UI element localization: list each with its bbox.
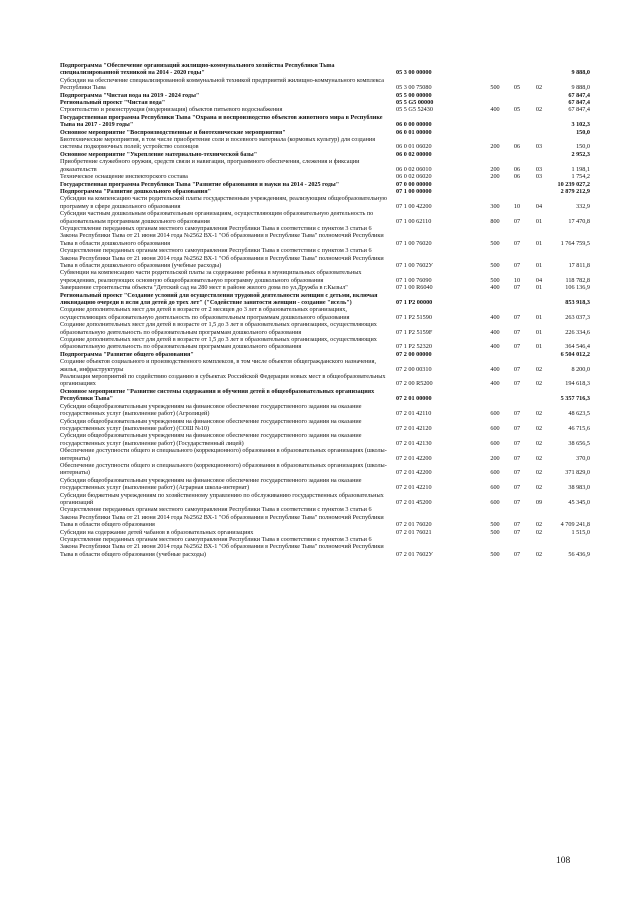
table-row (60, 358, 590, 373)
row-section: 07 (513, 365, 521, 373)
row-target-code: 07 2 01 42110 (396, 410, 432, 418)
row-target-code: 07 2 01 76021 (396, 528, 432, 536)
row-expense-type: 400 (490, 313, 500, 321)
table-row (60, 403, 590, 418)
row-target-code: 05 5 00 00000 (396, 91, 432, 99)
row-expense-type: 600 (490, 424, 500, 432)
row-subsection: 02 (535, 410, 543, 418)
row-description: Государственная программа Республики Тыва "Охрана и воспроизводство объектов животного мира в Республике Тыва на 2017 - 2019 годы" (60, 113, 383, 129)
row-target-code: 07 2 01 42120 (396, 424, 432, 432)
row-subsection: 02 (535, 484, 543, 492)
row-amount: 4 709 241,8 (560, 521, 590, 529)
row-section: 07 (513, 328, 521, 336)
row-description: Обеспечение доступности общего и специального (коррекционного) образования в образовательных организациях (школы-интернаты) (60, 461, 387, 477)
row-amount: 5 357 716,3 (560, 395, 590, 403)
row-expense-type: 400 (490, 328, 500, 336)
row-amount: 56 436,9 (568, 550, 590, 558)
row-target-code: 06 0 01 00000 (396, 128, 432, 136)
row-target-code: 07 1 P2 00000 (396, 299, 433, 306)
row-target-code: 07 1 00 76090 (396, 276, 432, 284)
row-section: 07 (513, 454, 521, 462)
row-expense-type: 600 (490, 469, 500, 477)
table-row (60, 492, 590, 507)
row-description: Основное мероприятие "Развитие системы содержания и обучения детей в общеобразовательных организациях Республики Тыва" (60, 387, 375, 403)
row-target-code: 07 2 01 42130 (396, 439, 432, 447)
row-description: Субсидии общеобразовательным учреждениям на финансовое обеспечение государственного задания на оказание государственных услуг (выполнение работ) (Агролицей) (60, 402, 362, 418)
table-row (60, 351, 590, 358)
row-target-code: 06 0 02 00000 (396, 150, 432, 158)
row-amount: 45 345,0 (568, 498, 590, 506)
row-target-code: 06 0 01 06020 (396, 143, 432, 151)
table-row (60, 462, 590, 477)
row-description: Субсидии на обеспечение специализированной коммунальной техникой предприятий жилищно-коммунального комплекса Республики Тыва (60, 76, 384, 92)
row-target-code: 07 2 01 42210 (396, 484, 432, 492)
row-target-code: 06 0 02 06010 (396, 165, 432, 173)
row-section: 07 (513, 239, 521, 247)
row-section: 07 (513, 284, 521, 292)
row-description: Биотехнические мероприятия, в том числе приобретение соли и посевного материала (кормовых культур) для создания системы подкормочных полей; устройство солонцов (60, 136, 376, 151)
row-description: Субсидии на содержание детей чабанов в образовательных организациях (60, 528, 254, 536)
row-subsection: 02 (535, 469, 543, 477)
row-subsection: 02 (535, 521, 543, 529)
row-section: 07 (513, 439, 521, 447)
row-expense-type: 500 (490, 276, 500, 284)
row-subsection: 01 (535, 343, 543, 351)
row-section: 07 (513, 528, 521, 536)
row-section: 07 (513, 498, 521, 506)
row-section: 07 (513, 521, 521, 529)
row-expense-type: 400 (490, 106, 500, 114)
row-amount: 106 136,9 (565, 284, 590, 292)
row-description: Осуществление переданных органам местного самоуправления Республики Тыва в соответствии с пунктом 3 статьи 6 Закона Республики Тыва от 21 июня 2014 года №2562 ВХ-1 "Об образовании в Республике Тыва" полномочий Республики Тыва в области дошкольного образования (учебные расходы) (60, 247, 384, 269)
row-expense-type: 400 (490, 284, 500, 292)
table-row (60, 388, 590, 403)
row-amount: 17 811,8 (568, 261, 590, 269)
row-description: Основное мероприятие "Укрепление материально-технической базы" (60, 150, 258, 158)
row-subsection: 02 (535, 424, 543, 432)
row-description: Осуществление переданных органам местного самоуправления Республики Тыва в соответствии с пунктом 3 статьи 6 Закона Республики Тыва от 21 июня 2014 года №2562 ВХ-1 "Об образовании в Республике Тыва" полномочий Республики Тыва в области дошкольного образования (60, 224, 384, 247)
row-target-code: 05 5 G5 00000 (396, 99, 434, 107)
row-target-code: 07 1 00 R6040 (396, 284, 433, 292)
table-row (60, 181, 590, 188)
budget-table (60, 62, 590, 558)
row-section: 07 (513, 410, 521, 418)
row-subsection: 01 (535, 284, 543, 292)
row-description: Субсидии общеобразовательным учреждениям на финансовое обеспечение государственного задания на оказание государственных услуг (выполнение работ) (Аграрная школа-интернат) (60, 476, 362, 492)
row-subsection: 03 (535, 143, 543, 151)
row-amount: 10 239 027,2 (557, 180, 590, 188)
row-subsection: 02 (535, 454, 543, 462)
row-section: 07 (513, 484, 521, 492)
row-amount: 67 847,4 (568, 106, 590, 114)
row-amount: 67 847,4 (568, 91, 590, 99)
row-description: Субсидии на компенсацию части родительской платы государственным учреждениям, реализующим общеобразовательную программу в сфере дошкольного образования (60, 195, 388, 210)
row-subsection: 02 (535, 380, 543, 388)
row-target-code: 06 0 00 00000 (396, 121, 432, 129)
table-row (60, 92, 590, 99)
row-expense-type: 600 (490, 410, 500, 418)
row-amount: 150,0 (576, 143, 590, 151)
row-section: 07 (513, 424, 521, 432)
row-amount: 226 334,6 (565, 328, 590, 336)
row-amount: 2 879 212,9 (560, 187, 590, 195)
row-section: 07 (513, 343, 521, 351)
row-expense-type: 400 (490, 343, 500, 351)
row-subsection: 02 (535, 84, 543, 92)
row-description: Субсидии бюджетным учреждениям по хозяйственному управлению по обслуживанию государственных образовательных организаций (60, 491, 384, 506)
row-section: 07 (513, 261, 521, 269)
row-target-code: 05 3 00 00000 (396, 69, 432, 77)
row-subsection: 02 (535, 106, 543, 114)
row-amount: 38 656,5 (568, 439, 590, 447)
row-target-code: 07 2 01 00000 (396, 395, 432, 403)
row-target-code: 07 2 01 42200 (396, 469, 432, 477)
table-row (60, 247, 590, 269)
row-description: Создание дополнительных мест для детей в возрасте от 1,5 до 3 лет в образовательных организациях, осуществляющих образовательную деятельность по образовательным программам дошкольного образования (60, 336, 377, 351)
row-target-code: 07 1 P2 52320 (396, 343, 432, 351)
row-target-code: 07 2 01 76020 (396, 521, 432, 529)
row-target-code: 07 1 00 62110 (396, 217, 432, 225)
row-target-code: 07 2 01 45200 (396, 498, 432, 506)
row-amount: 9 888,0 (571, 84, 590, 92)
table-row (60, 292, 590, 307)
row-expense-type: 600 (490, 498, 500, 506)
row-section: 05 (513, 84, 521, 92)
row-amount: 2 952,3 (571, 150, 590, 158)
row-section: 10 (513, 276, 521, 284)
row-amount: 67 847,4 (568, 99, 590, 107)
row-description: Создание дополнительных мест для детей в возрасте от 1,5 до 3 лет в образовательных организациях, осуществляющих образовательную деятельность по образовательным программам дошкольного образования (60, 321, 377, 336)
row-amount: 1 515,0 (571, 528, 590, 536)
row-amount: 46 715,6 (568, 424, 590, 432)
table-row (60, 432, 590, 447)
row-description: Субсидии общеобразовательным учреждениям на финансовое обеспечение государственного задания на оказание государственных услуг (выполнение работ) (Государственный лицей) (60, 432, 362, 447)
row-amount: 1 198,1 (571, 165, 590, 173)
row-expense-type: 600 (490, 439, 500, 447)
row-section: 05 (513, 106, 521, 114)
row-amount: 194 618,3 (565, 380, 590, 388)
row-amount: 332,9 (576, 202, 590, 210)
row-description: Региональный проект "Чистая вода" (60, 99, 166, 107)
row-subsection: 02 (535, 439, 543, 447)
row-subsection: 09 (535, 498, 543, 506)
row-description: Обеспечение доступности общего и специального (коррекционного) образования в образовательных организациях (школы-интернаты) (60, 447, 387, 462)
row-amount: 17 470,8 (568, 217, 590, 225)
row-amount: 364 546,4 (565, 343, 590, 351)
row-subsection: 01 (535, 261, 543, 269)
row-target-code: 07 1 00 42200 (396, 202, 432, 210)
row-subsection: 01 (535, 313, 543, 321)
row-amount: 6 504 012,2 (560, 350, 590, 358)
row-target-code: 07 0 00 00000 (396, 180, 432, 188)
row-description: Субвенции на компенсацию части родительской платы за содержание ребенка в муниципальных образовательных учреждениях, реализующих основную общеобразовательную программу дошкольного образования (60, 269, 362, 284)
table-row (60, 77, 590, 92)
row-amount: 118 782,8 (565, 276, 590, 284)
row-description: Создание дополнительных мест для детей в возрасте от 2 месяцев до 3 лет в образовательных организациях, осуществляющих образовательную деятельность по образовательным программам дошкольного образования (60, 306, 350, 321)
row-description: Государственная программа Республики Тыва "Развитие образования и науки на 2014 - 2025 годы" (60, 180, 340, 188)
row-amount: 38 983,0 (568, 484, 590, 492)
row-amount: 370,0 (576, 454, 590, 462)
row-expense-type: 200 (490, 143, 500, 151)
table-row (60, 506, 590, 528)
row-amount: 1 754,2 (571, 173, 590, 181)
table-row (60, 158, 590, 173)
row-subsection: 04 (535, 276, 543, 284)
row-description: Строительство и реконструкция (модернизация) объектов питьевого водоснабжения (60, 106, 283, 114)
table-row (60, 447, 590, 462)
row-section: 07 (513, 217, 521, 225)
row-expense-type: 200 (490, 165, 500, 173)
row-expense-type: 500 (490, 84, 500, 92)
row-expense-type: 200 (490, 454, 500, 462)
row-description: Основное мероприятие "Воспроизводственные и биотехнические мероприятия" (60, 128, 286, 136)
table-row (60, 195, 590, 210)
row-section: 06 (513, 143, 521, 151)
row-section: 10 (513, 202, 521, 210)
row-subsection: 01 (535, 239, 543, 247)
row-subsection: 04 (535, 202, 543, 210)
row-subsection: 01 (535, 217, 543, 225)
row-expense-type: 500 (490, 550, 500, 558)
row-expense-type: 800 (490, 217, 500, 225)
row-subsection: 02 (535, 528, 543, 536)
row-amount: 371 829,0 (565, 469, 590, 477)
table-row (60, 173, 590, 180)
row-description: Подпрограмма "Обеспечение организаций жилищно-коммунального хозяйства Республики Тыва специализированной техникой на 2014 - 2020 годы" (60, 62, 335, 77)
row-subsection: 02 (535, 365, 543, 373)
row-description: Региональный проект "Создание условий для осуществления трудовой деятельности женщин с детьми, включая ликвидацию очереди в ясли для детей до трех лет" ("Содействие занятости женщин - создание "ясель") (60, 291, 378, 306)
row-section: 07 (513, 469, 521, 477)
row-expense-type: 400 (490, 365, 500, 373)
row-description: Техническое оснащение инспекторского состава (60, 173, 188, 181)
page-number: 108 (556, 856, 571, 866)
table-row (60, 114, 590, 129)
row-description: Приобретение служебного оружия, средств связи и навигации, программного обеспечения, слежения и фиксации доказательств (60, 158, 360, 173)
table-row (60, 306, 590, 321)
row-expense-type: 500 (490, 521, 500, 529)
table-row (60, 477, 590, 492)
table-row (60, 284, 590, 291)
row-expense-type: 400 (490, 380, 500, 388)
row-target-code: 07 2 01 42200 (396, 454, 432, 462)
table-row (60, 536, 590, 558)
row-target-code: 05 5 G5 52430 (396, 106, 433, 114)
row-target-code: 07 1 00 7602У (396, 261, 433, 269)
row-target-code: 07 2 01 7602У (396, 550, 433, 558)
table-row (60, 99, 590, 106)
table-row (60, 529, 590, 536)
table-row (60, 418, 590, 433)
row-amount: 8 200,0 (571, 365, 590, 373)
row-description: Осуществление переданных органам местного самоуправления Республики Тыва в соответствии с пунктом 3 статьи 6 Закона Республики Тыва от 21 июня 2014 года №2562 ВХ-1 "Об образовании в Республике Тыва" полномочий Республики Тыва в области общего образования (учебные расходы) (60, 536, 384, 558)
row-amount: 150,0 (576, 128, 590, 136)
row-expense-type: 200 (490, 173, 500, 181)
row-target-code: 07 2 00 00000 (396, 350, 432, 358)
row-section: 06 (513, 173, 521, 181)
row-target-code: 05 3 00 75080 (396, 84, 432, 92)
row-expense-type: 500 (490, 261, 500, 269)
row-subsection: 03 (535, 173, 543, 181)
row-target-code: 07 1 00 00000 (396, 187, 432, 195)
row-expense-type: 300 (490, 202, 500, 210)
row-description: Подпрограмма "Развитие дошкольного образования" (60, 187, 212, 195)
row-subsection: 01 (535, 328, 543, 336)
row-section: 07 (513, 380, 521, 388)
row-description: Подпрограмма "Развитие общего образования" (60, 350, 194, 358)
table-row (60, 106, 590, 113)
row-description: Завершение строительства объекта "Детский сад на 280 мест в районе жилого дома по ул.Дружба в г.Кызыл" (60, 284, 348, 292)
row-target-code: 07 1 00 76020 (396, 239, 432, 247)
row-expense-type: 500 (490, 528, 500, 536)
row-target-code: 07 1 P2 5159F (396, 328, 433, 336)
row-amount: 1 764 759,5 (560, 239, 590, 247)
row-target-code: 07 1 P2 51590 (396, 313, 432, 321)
row-description: Создание объектов социального и производственного комплексов, в том числе объектов общегражданского назначения, жилья, инфраструктуры (60, 358, 376, 373)
table-row (60, 129, 590, 136)
table-row (60, 225, 590, 247)
table-row (60, 136, 590, 151)
row-expense-type: 500 (490, 239, 500, 247)
row-description: Субсидии общеобразовательным учреждениям на финансовое обеспечение государственного задания на оказание государственных услуг (выполнение работ) (СОШ №10) (60, 417, 362, 432)
row-amount: 853 918,3 (565, 299, 590, 306)
table-row (60, 336, 590, 351)
row-description: Субсидии частным дошкольным образовательным организациям, осуществляющим образовательную деятельность по образовательным программам дошкольного образования (60, 210, 374, 225)
table-row (60, 269, 590, 284)
row-description: Осуществление переданных органам местного самоуправления Республики Тыва в соответствии с пунктом 3 статьи 6 Закона Республики Тыва от 21 июня 2014 года №2562 ВХ-1 "Об образовании в Республике Тыва" полномочий Республики Тыва в области общего образования (60, 506, 384, 529)
row-amount: 3 102,3 (571, 121, 590, 129)
row-subsection: 02 (535, 550, 543, 558)
row-section: 07 (513, 550, 521, 558)
table-row (60, 188, 590, 195)
row-section: 07 (513, 313, 521, 321)
row-subsection: 03 (535, 165, 543, 173)
row-amount: 9 888,0 (571, 69, 590, 77)
row-target-code: 06 0 02 06020 (396, 173, 432, 181)
row-target-code: 07 2 00 R5200 (396, 380, 433, 388)
row-target-code: 07 2 00 00310 (396, 365, 432, 373)
table-row (60, 373, 590, 388)
row-description: Подпрограмма "Чистая вода на 2019 - 2024 годы" (60, 91, 200, 99)
row-section: 06 (513, 165, 521, 173)
table-row (60, 62, 590, 77)
row-amount: 48 623,5 (568, 410, 590, 418)
table-row (60, 151, 590, 158)
table-row (60, 321, 590, 336)
row-amount: 263 037,3 (565, 313, 590, 321)
row-expense-type: 600 (490, 484, 500, 492)
row-description: Реализация мероприятий по содействию созданию в субъектах Российской Федерации новых мест в общеобразовательных организациях (60, 373, 386, 388)
table-row (60, 210, 590, 225)
